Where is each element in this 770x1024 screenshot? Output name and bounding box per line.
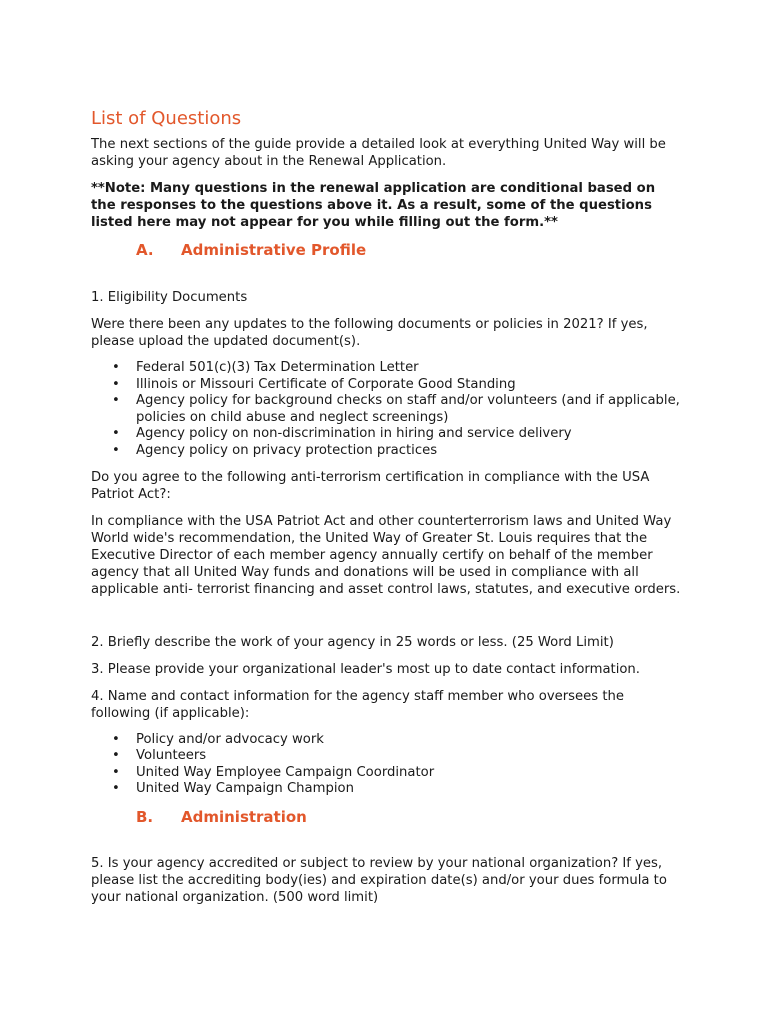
- section-letter: B.: [136, 807, 154, 826]
- question-3: 3. Please provide your organizational leader's most up to date contact information.: [91, 661, 640, 677]
- question-4-prompt: 4. Name and contact information for the agency staff member who oversees the following (if applicable):: [91, 688, 624, 721]
- section-title: Administration: [181, 807, 307, 826]
- question-1-prompt: Were there been any updates to the following documents or policies in 2021? If yes, please upload the updated document(s).: [91, 317, 648, 349]
- section-title: Administrative Profile: [181, 241, 367, 259]
- section-heading-administrative-profile: [91, 240, 682, 260]
- patriot-act-question: Do you agree to the following anti-terrorism certification in compliance with the USA Patriot Act?:: [91, 469, 650, 502]
- question-1-heading: 1. Eligibility Documents: [91, 290, 248, 305]
- list-item: • Agency policy on privacy protection practices: [91, 443, 682, 460]
- staff-roles-list: [91, 732, 682, 798]
- section-letter: A.: [136, 241, 154, 259]
- eligibility-documents-list: [91, 360, 682, 460]
- section-heading-administration: [91, 807, 682, 827]
- list-item: • Agency policy on non-discrimination in hiring and service delivery: [91, 426, 682, 443]
- note-paragraph: **Note: Many questions in the renewal application are conditional based on the responses to the questions above it. As a result, some of the questions listed here may not appear for you while filling out the form.**: [91, 181, 656, 230]
- list-item: • United Way Campaign Champion: [91, 781, 682, 798]
- list-item: • Federal 501(c)(3) Tax Determination Letter: [91, 360, 682, 377]
- list-item: • United Way Employee Campaign Coordinator: [91, 765, 682, 782]
- patriot-act-certification-text: In compliance with the USA Patriot Act and other counterterrorism laws and United Way World wide's recommendation, the United Way of Greater St. Louis requires that the Executive Director of each member agency annually certify on behalf of the member agency that all United Way funds and donations will be used in compliance with all applicable anti- terrorist financing and asset control laws, statutes, and executive orders.: [91, 513, 681, 597]
- question-5: 5. Is your agency accredited or subject to review by your national organization? If yes, please list the accrediting body(ies) and expiration date(s) and/or your dues formula to your national organization. (500 word limit): [91, 855, 667, 905]
- question-2: 2. Briefly describe the work of your agency in 25 words or less. (25 Word Limit): [91, 634, 614, 650]
- list-item: • Illinois or Missouri Certificate of Corporate Good Standing: [91, 377, 682, 394]
- list-item: • Agency policy for background checks on staff and/or volunteers (and if applicable, policies on child abuse and neglect screenings): [91, 393, 682, 426]
- page-title: List of Questions: [91, 108, 242, 129]
- list-item: • Volunteers: [91, 748, 682, 765]
- list-item: • Policy and/or advocacy work: [91, 732, 682, 749]
- spacer: [91, 598, 682, 634]
- intro-paragraph: The next sections of the guide provide a detailed look at everything United Way will be asking your agency about in the Renewal Application.: [91, 137, 666, 169]
